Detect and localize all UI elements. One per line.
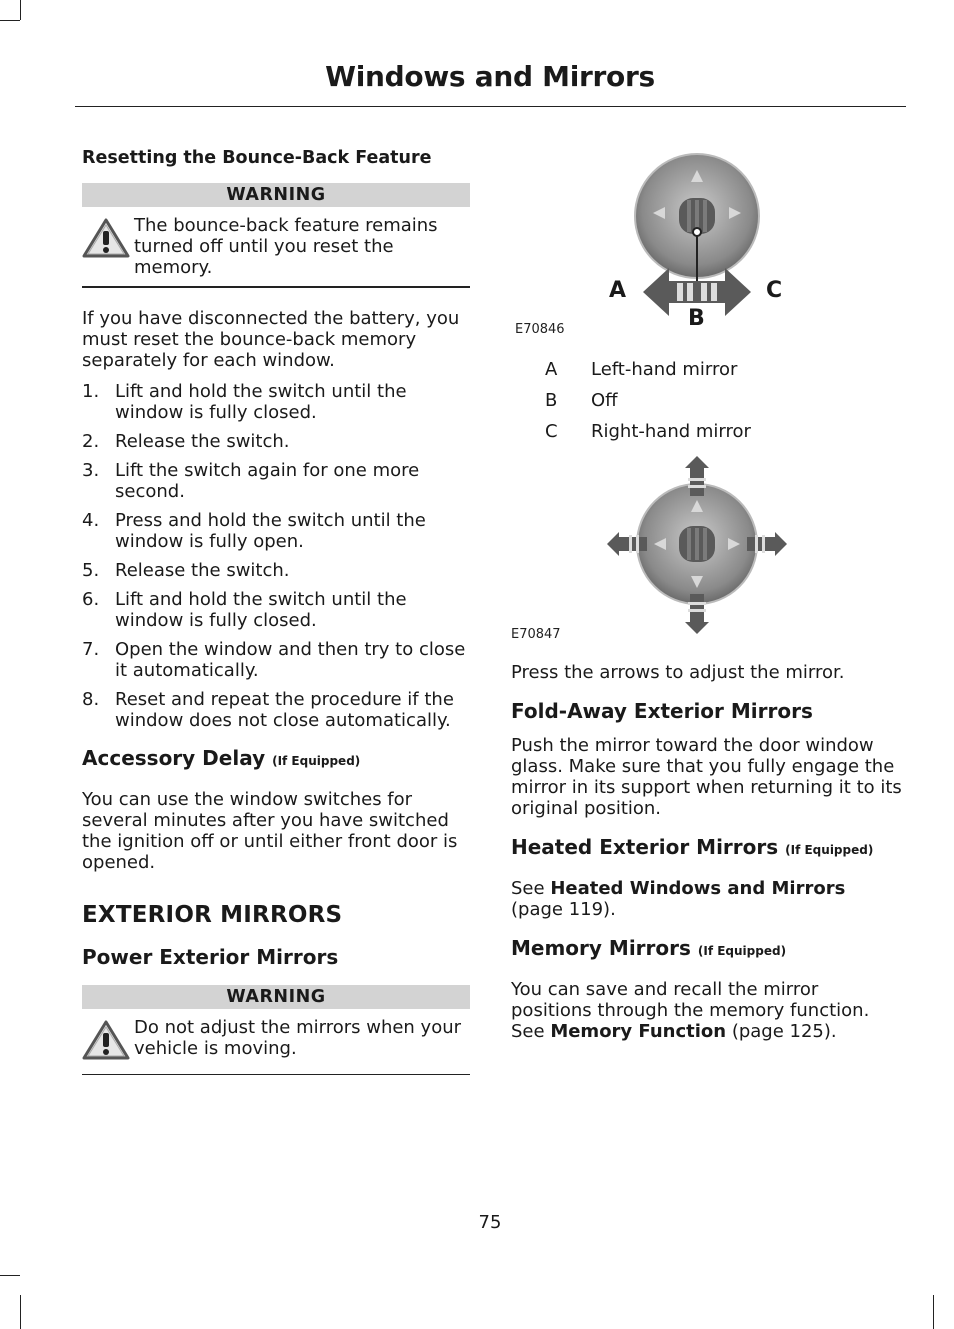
step-text: Release the switch.	[115, 559, 290, 581]
step-number: 8.	[82, 688, 100, 710]
legend-key: A	[545, 359, 558, 380]
warning-divider	[82, 1074, 470, 1076]
step-text: Open the window and then try to close it automatically.	[115, 638, 466, 681]
page-title: Windows and Mirrors	[325, 60, 655, 93]
list-item	[82, 639, 470, 681]
label-c: C	[766, 278, 783, 303]
warning-box	[82, 985, 470, 1076]
step-number: 6.	[82, 588, 100, 610]
step-text: Press and hold the switch until the window is fully open.	[115, 509, 426, 552]
list-item	[82, 381, 470, 423]
crop-mark	[933, 1295, 934, 1329]
legend-value: Right-hand mirror	[591, 421, 751, 442]
list-item	[82, 589, 470, 631]
list-item	[82, 510, 470, 552]
figure-code: E70847	[511, 627, 561, 642]
page-ref: (page 125).	[731, 1021, 837, 1042]
heated-mirrors-paragraph	[511, 878, 903, 920]
figure-code: E70846	[515, 322, 565, 337]
step-text: Release the switch.	[115, 430, 290, 452]
warning-label: WARNING	[82, 183, 470, 207]
exterior-mirrors-heading: EXTERIOR MIRRORS	[82, 901, 343, 928]
step-text: Reset and repeat the procedure if the window does not close automatically.	[115, 688, 454, 731]
title-divider	[75, 106, 906, 107]
list-item	[82, 560, 470, 581]
list-item	[82, 431, 470, 452]
heated-windows-link[interactable]: Heated Windows and Mirrors	[550, 878, 846, 899]
fold-away-heading: Fold-Away Exterior Mirrors	[511, 699, 813, 723]
warning-divider	[82, 286, 470, 288]
accessory-delay-title: Accessory Delay	[82, 745, 266, 770]
mirror-selector-figure	[511, 140, 903, 340]
left-column	[82, 140, 470, 1075]
accessory-delay-paragraph: You can use the window switches for several minutes after you have switched the ignition off or until either front door is opened.	[82, 788, 458, 873]
list-item	[82, 689, 470, 731]
reset-steps-list	[82, 381, 470, 731]
legend-key: C	[545, 421, 558, 442]
mirror-selector-illustration	[511, 140, 903, 340]
step-number: 1.	[82, 380, 100, 402]
step-number: 3.	[82, 459, 100, 481]
step-number: 2.	[82, 430, 100, 452]
step-text: Lift and hold the switch until the window is fully closed.	[115, 588, 407, 631]
page-ref: (page 119).	[511, 899, 616, 920]
label-b: B	[688, 306, 705, 331]
step-text: Lift the switch again for one more second.	[115, 459, 420, 502]
label-a: A	[609, 278, 627, 303]
warning-text: The bounce-back feature remains turned off until you reset the memory.	[134, 215, 438, 278]
warning-box	[82, 183, 470, 288]
crop-mark	[0, 1275, 20, 1276]
legend-value: Off	[591, 390, 618, 411]
power-mirrors-heading: Power Exterior Mirrors	[82, 944, 339, 969]
press-arrows-paragraph: Press the arrows to adjust the mirror.	[511, 662, 845, 683]
page-number: 75	[478, 1212, 502, 1233]
step-text: Lift and hold the switch until the window is fully closed.	[115, 380, 407, 423]
memory-mirrors-heading	[511, 935, 903, 964]
warning-text: Do not adjust the mirrors when your vehicle is moving.	[134, 1016, 462, 1059]
heated-mirrors-title: Heated Exterior Mirrors	[511, 835, 779, 859]
see-text: See	[511, 878, 545, 899]
if-equipped-note: (If Equipped)	[785, 843, 874, 857]
step-number: 5.	[82, 559, 100, 581]
memory-mirrors-title: Memory Mirrors	[511, 936, 691, 960]
fold-away-paragraph: Push the mirror toward the door window glass. Make sure that you fully engage the mirror in its support when returning it to its original position.	[511, 735, 902, 819]
list-item	[82, 460, 470, 502]
mirror-adjust-figure	[511, 448, 903, 648]
mirror-adjust-illustration	[511, 448, 903, 638]
if-equipped-note: (If Equipped)	[697, 944, 787, 958]
right-column	[511, 140, 903, 1042]
warning-triangle-icon	[82, 215, 134, 264]
crop-mark	[0, 20, 20, 21]
figure-legend	[545, 359, 903, 443]
legend-value: Left-hand mirror	[591, 359, 738, 380]
heated-mirrors-heading	[511, 834, 903, 863]
intro-paragraph: If you have disconnected the battery, you must reset the bounce-back memory separately for each window.	[82, 307, 460, 371]
if-equipped-note: (If Equipped)	[272, 753, 361, 768]
accessory-delay-heading	[82, 745, 470, 774]
crop-mark	[20, 1295, 21, 1329]
warning-label: WARNING	[82, 985, 470, 1009]
bounce-back-heading: Resetting the Bounce-Back Feature	[82, 148, 432, 168]
warning-triangle-icon	[82, 1017, 134, 1066]
memory-mirrors-paragraph	[511, 979, 903, 1042]
crop-mark	[20, 0, 21, 20]
memory-text: You can save and recall the mirror positions through the memory function. See	[511, 979, 870, 1042]
memory-function-link[interactable]: Memory Function	[550, 1021, 727, 1042]
step-number: 4.	[82, 509, 100, 531]
legend-key: B	[545, 390, 558, 411]
step-number: 7.	[82, 638, 100, 660]
